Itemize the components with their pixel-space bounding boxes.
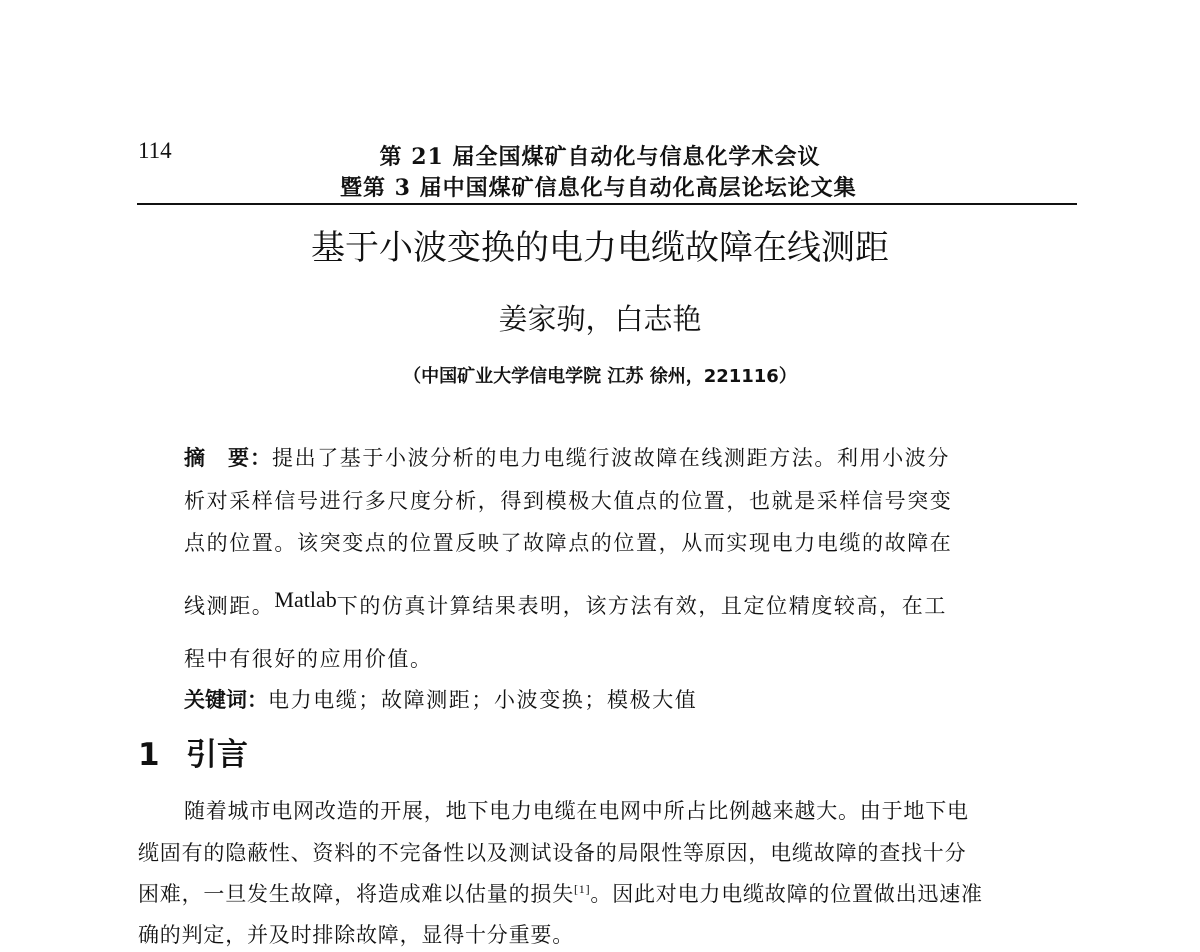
section-number: 1	[138, 737, 160, 773]
keywords-label: 关键词：	[184, 688, 268, 712]
keywords	[184, 684, 697, 714]
header-divider	[137, 203, 1077, 205]
running-header-line-1: 第 21 届全国煤矿自动化与信息化学术会议	[379, 144, 821, 170]
body-text: 。因此对电力电缆故障的位置做出迅速准	[590, 882, 983, 906]
citation-ref: [1]	[574, 882, 591, 896]
body-line	[138, 878, 983, 908]
page-number: 114	[138, 138, 172, 163]
abstract-line: 析对采样信号进行多尺度分析，得到模极大值点的位置，也就是采样信号突变	[184, 489, 953, 513]
running-header-line-2: 暨第 3 届中国煤矿信息化与自动化高层论坛论文集	[340, 175, 857, 201]
abstract-text: 提出了基于小波分析的电力电缆行波故障在线测距方法。利用小波分	[272, 446, 950, 470]
section-title: 引言	[186, 737, 248, 773]
abstract-line: 点的位置。该突变点的位置反映了故障点的位置，从而实现电力电缆的故障在	[184, 531, 953, 555]
abstract-line	[184, 587, 947, 620]
paper-title: 基于小波变换的电力电缆故障在线测距	[311, 228, 889, 268]
abstract-text: 线测距。	[184, 594, 275, 618]
body-line: 缆固有的隐蔽性、资料的不完备性以及测试设备的局限性等原因，电缆故障的查找十分	[138, 841, 967, 865]
body-text: 困难，一旦发生故障，将造成难以估量的损失	[138, 882, 574, 906]
body-line: 确的判定，并及时排除故障，显得十分重要。	[138, 923, 574, 947]
section-heading	[138, 729, 248, 774]
abstract-label: 摘 要：	[184, 446, 272, 470]
author-affiliation: （中国矿业大学信电学院 江苏 徐州，221116）	[403, 366, 797, 387]
body-line: 随着城市电网改造的开展，地下电力电缆在电网中所占比例越来越大。由于地下电	[184, 799, 969, 823]
abstract-text: 下的仿真计算结果表明，该方法有效，且定位精度较高，在工	[336, 594, 947, 618]
matlab-term: Matlab	[274, 587, 337, 612]
keywords-text: 电力电缆；故障测距；小波变换；模极大值	[268, 688, 698, 712]
abstract-line	[184, 442, 950, 472]
abstract-line: 程中有很好的应用价值。	[184, 647, 433, 671]
paper-authors: 姜家驹，白志艳	[498, 302, 702, 336]
